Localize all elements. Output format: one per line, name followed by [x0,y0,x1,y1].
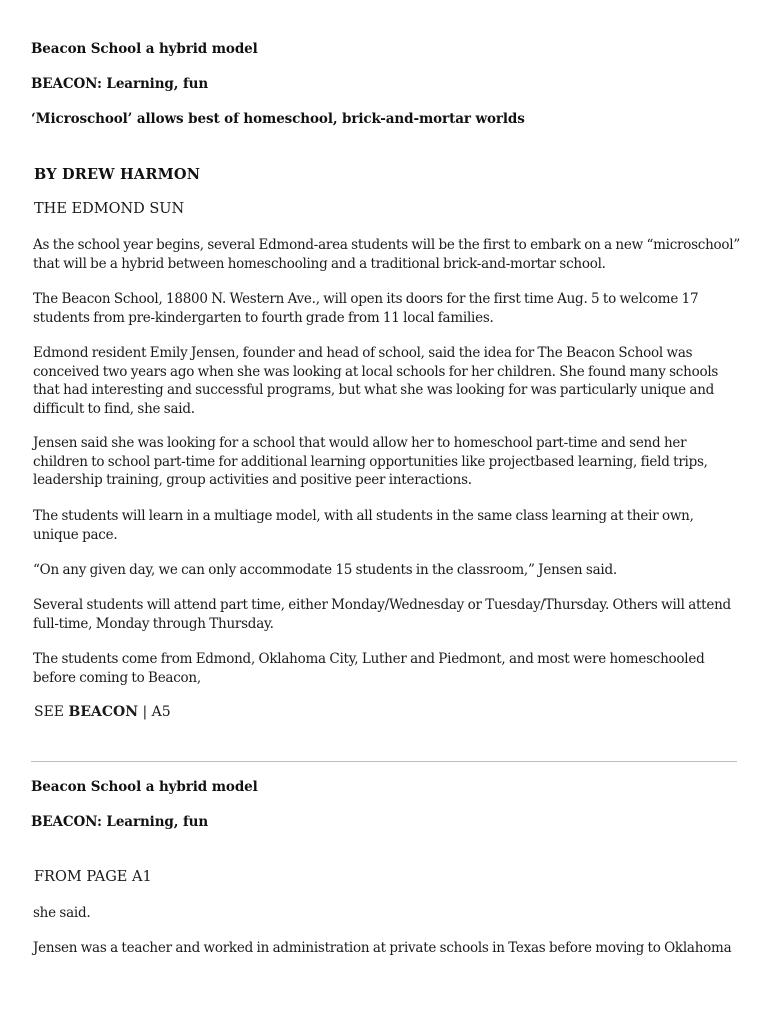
paragraph: she said. [33,905,91,921]
jump-suffix: | A5 [138,704,171,720]
from-page-label: FROM PAGE A1 [34,869,152,885]
paragraph: Jensen was a teacher and worked in administration at private schools in Texas before moving to Oklahoma [33,940,732,956]
paragraph: Jensen said she was looking for a school that would allow her to homeschool part-time and send her children to school part-time for additional learning opportunities like projectbased learning, field trips, leadership training, group activities and positive peer interactions. [33,435,708,488]
quote-paragraph: “On any given day, we can only accommodate 15 students in the classroom,” Jensen said. [33,562,617,578]
jump-reference [34,704,171,720]
headline-title: Beacon School a hybrid model [31,779,258,795]
byline: BY DREW HARMON [34,166,201,183]
jump-keyword: BEACON [68,704,138,720]
section-divider [31,761,737,762]
paragraph: The students will learn in a multiage model, with all students in the same class learning at their own, unique pace. [33,508,694,543]
headline-jump: BEACON: Learning, fun [31,814,209,830]
headline-title: Beacon School a hybrid model [31,41,258,57]
source-label: THE EDMOND SUN [34,201,185,217]
headline-jump: BEACON: Learning, fun [31,76,209,92]
paragraph: Several students will attend part time, either Monday/Wednesday or Tuesday/Thursday. Others will attend full-time, Monday through Thursday. [33,597,731,632]
paragraph: The students come from Edmond, Oklahoma City, Luther and Piedmont, and most were homeschooled before coming to Beacon, [33,651,705,686]
paragraph: The Beacon School, 18800 N. Western Ave., will open its doors for the first time Aug. 5 to welcome 17 students from pre-kindergarten to fourth grade from 11 local families. [33,291,699,326]
paragraph: Edmond resident Emily Jensen, founder and head of school, said the idea for The Beacon School was conceived two years ago when she was looking at local schools for her children. She found many schools that had interesting and successful programs, but what she was looking for was particularly unique and difficult to find, she said. [33,345,719,417]
jump-prefix: SEE [34,704,69,720]
headline-subtitle: ‘Microschool’ allows best of homeschool, brick-and-mortar worlds [31,111,525,127]
paragraph: As the school year begins, several Edmond-area students will be the first to embark on a new “microschool” that will be a hybrid between homeschooling and a traditional brick-and-mortar school. [33,237,741,272]
